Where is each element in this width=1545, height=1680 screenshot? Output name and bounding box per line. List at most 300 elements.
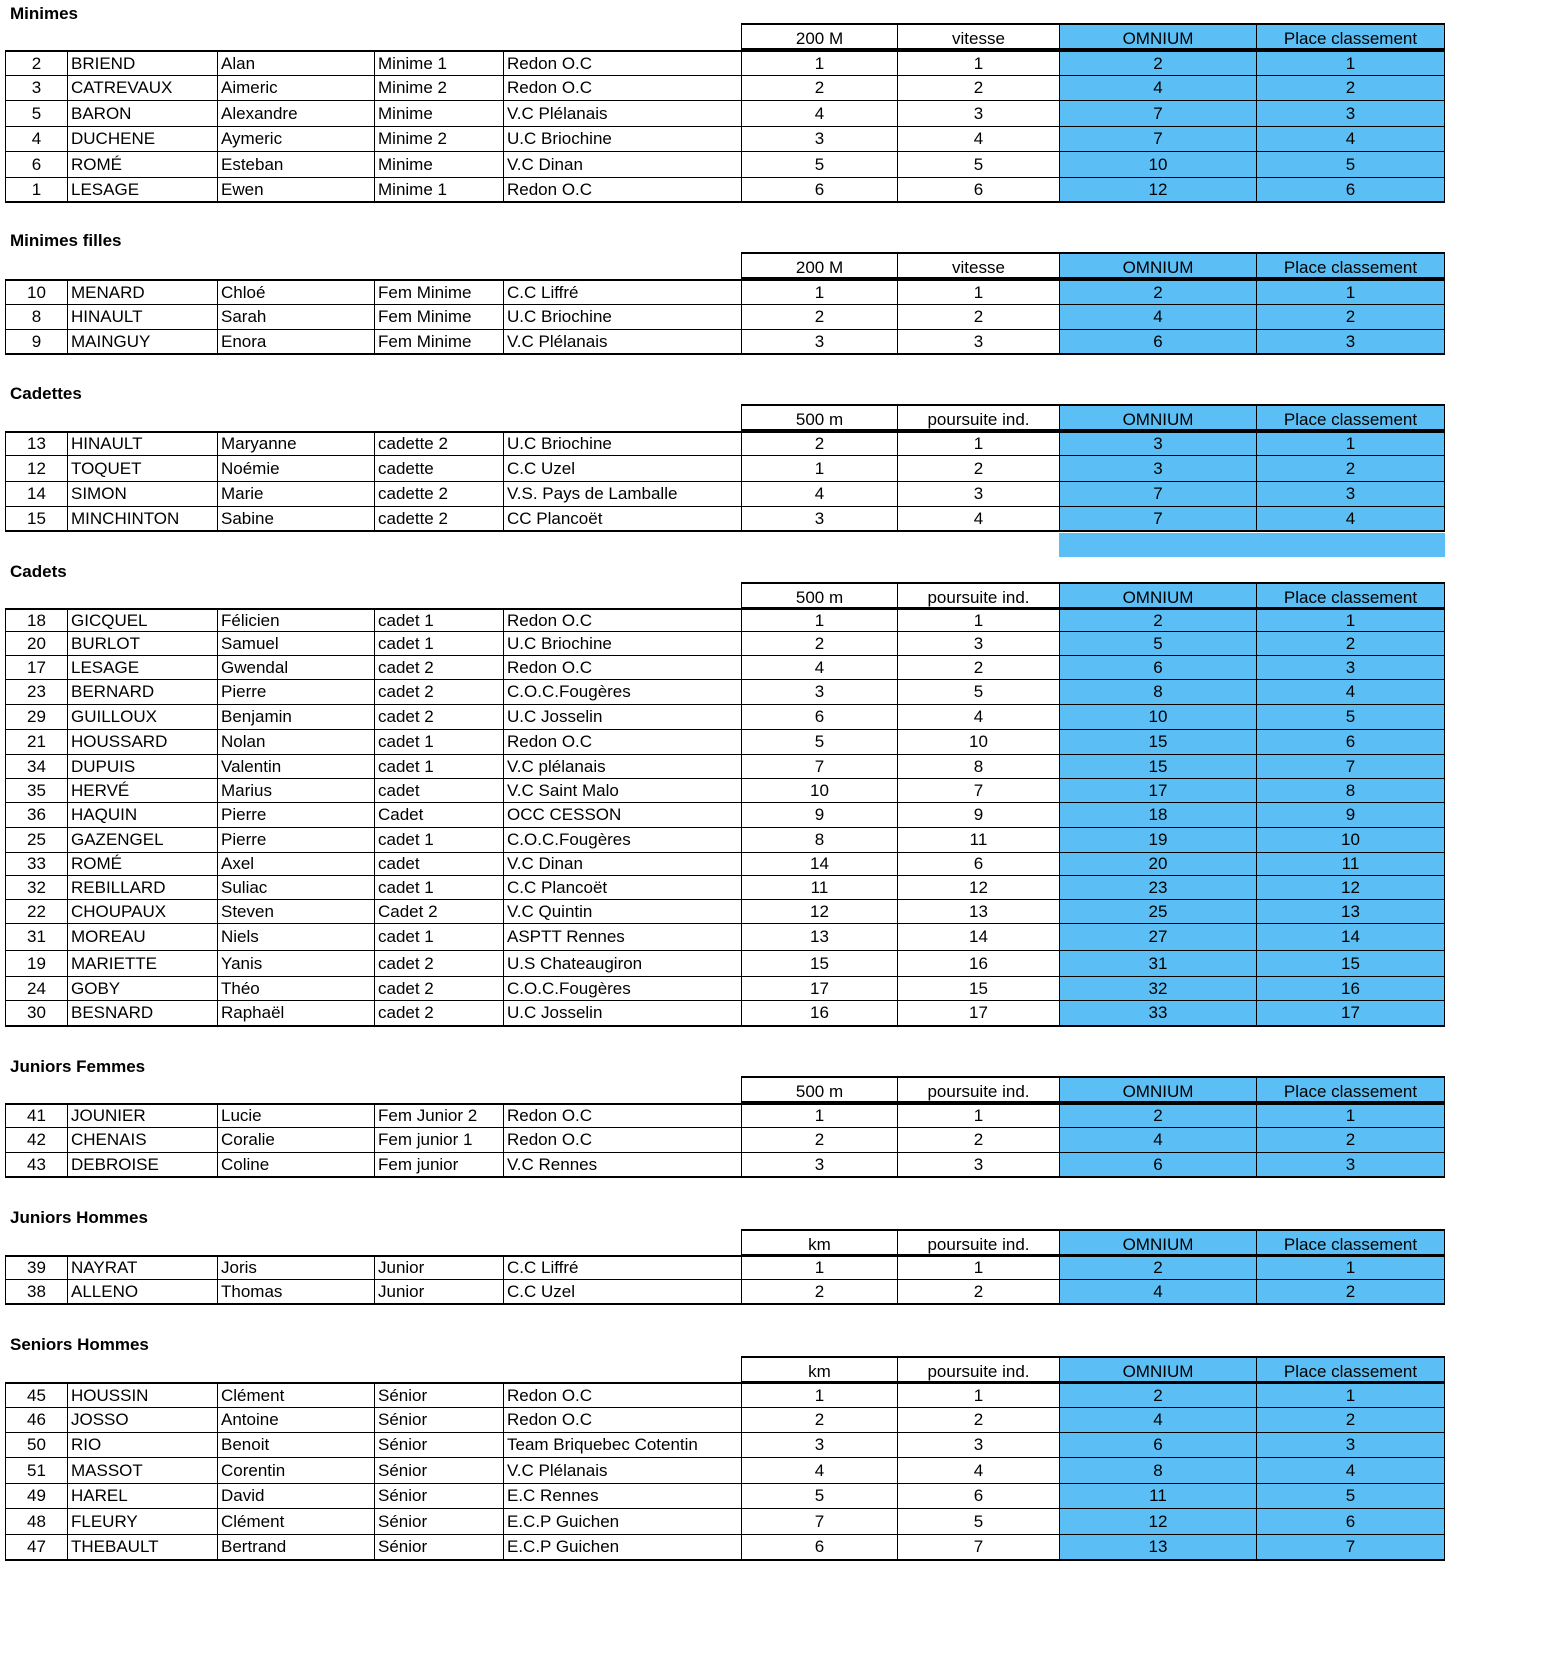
omnium-cell: 4 <box>1059 1408 1256 1433</box>
firstname-cell: Lucie <box>217 1103 374 1128</box>
category-cell: cadette 2 <box>374 482 503 507</box>
event1-cell: 6 <box>741 1535 897 1561</box>
omnium-cell: 23 <box>1059 876 1256 900</box>
table-row <box>5 1153 1545 1178</box>
club-cell: C.C Uzel <box>503 456 741 482</box>
column-header: OMNIUM <box>1059 404 1256 431</box>
place-cell: 2 <box>1256 1280 1445 1305</box>
place-cell: 4 <box>1256 507 1445 532</box>
category-cell: cadet 1 <box>374 924 503 951</box>
category-cell: cadet 2 <box>374 951 503 977</box>
omnium-cell: 20 <box>1059 853 1256 876</box>
column-header: OMNIUM <box>1059 252 1256 279</box>
event1-cell: 3 <box>741 507 897 532</box>
category-cell: cadet <box>374 779 503 803</box>
table-row <box>5 330 1545 355</box>
section-title: Juniors Hommes <box>10 1208 148 1227</box>
event2-cell: 6 <box>897 178 1059 203</box>
place-cell: 6 <box>1256 730 1445 755</box>
lastname-cell: REBILLARD <box>67 876 217 900</box>
table-row <box>5 101 1545 127</box>
omnium-cell: 6 <box>1059 1433 1256 1458</box>
place-cell: 3 <box>1256 1433 1445 1458</box>
lastname-cell: GUILLOUX <box>67 705 217 730</box>
bib-cell: 5 <box>5 101 67 127</box>
firstname-cell: Nolan <box>217 730 374 755</box>
lastname-cell: MENARD <box>67 279 217 305</box>
category-cell: Fem junior <box>374 1153 503 1178</box>
category-cell: Cadet 2 <box>374 900 503 924</box>
omnium-cell: 25 <box>1059 900 1256 924</box>
table-row <box>5 178 1545 203</box>
category-cell: Minime 2 <box>374 127 503 152</box>
firstname-cell: Esteban <box>217 152 374 178</box>
event2-cell: 5 <box>897 152 1059 178</box>
category-cell: Minime <box>374 152 503 178</box>
table-row <box>5 1128 1545 1153</box>
lastname-cell: ROMÉ <box>67 152 217 178</box>
omnium-cell: 8 <box>1059 1458 1256 1484</box>
event2-cell: 16 <box>897 951 1059 977</box>
table-row <box>5 127 1545 152</box>
lastname-cell: DUCHENE <box>67 127 217 152</box>
bib-cell: 39 <box>5 1255 67 1280</box>
omnium-cell: 7 <box>1059 482 1256 507</box>
club-cell: Redon O.C <box>503 1128 741 1153</box>
event2-cell: 1 <box>897 1103 1059 1128</box>
place-cell: 13 <box>1256 900 1445 924</box>
bib-cell: 46 <box>5 1408 67 1433</box>
omnium-cell: 4 <box>1059 76 1256 101</box>
category-cell: Sénior <box>374 1433 503 1458</box>
lastname-cell: CATREVAUX <box>67 76 217 101</box>
event1-cell: 6 <box>741 705 897 730</box>
place-cell: 1 <box>1256 431 1445 456</box>
lastname-cell: CHOUPAUX <box>67 900 217 924</box>
lastname-cell: THEBAULT <box>67 1535 217 1561</box>
event1-cell: 1 <box>741 50 897 76</box>
bib-cell: 23 <box>5 680 67 705</box>
event2-cell: 6 <box>897 1484 1059 1509</box>
firstname-cell: Enora <box>217 330 374 355</box>
event2-cell: 1 <box>897 1382 1059 1408</box>
category-cell: cadet 1 <box>374 876 503 900</box>
section-title: Juniors Femmes <box>10 1057 146 1076</box>
column-header: OMNIUM <box>1059 582 1256 609</box>
event1-cell: 3 <box>741 330 897 355</box>
bib-cell: 36 <box>5 803 67 828</box>
firstname-cell: Félicien <box>217 608 374 632</box>
firstname-cell: Samuel <box>217 632 374 656</box>
omnium-cell: 32 <box>1059 977 1256 1001</box>
event2-cell: 15 <box>897 977 1059 1001</box>
category-cell: cadette 2 <box>374 507 503 532</box>
lastname-cell: GAZENGEL <box>67 828 217 853</box>
column-header: vitesse <box>897 252 1059 279</box>
firstname-cell: Gwendal <box>217 656 374 680</box>
omnium-cell: 5 <box>1059 632 1256 656</box>
club-cell: V.C Plélanais <box>503 101 741 127</box>
lastname-cell: GOBY <box>67 977 217 1001</box>
club-cell: V.C Saint Malo <box>503 779 741 803</box>
category-cell: Sénior <box>374 1535 503 1561</box>
bib-cell: 38 <box>5 1280 67 1305</box>
table-row <box>5 1103 1545 1128</box>
omnium-cell: 7 <box>1059 507 1256 532</box>
place-cell: 7 <box>1256 755 1445 779</box>
category-cell: Fem Minime <box>374 279 503 305</box>
bib-cell: 19 <box>5 951 67 977</box>
category-cell: Minime 2 <box>374 76 503 101</box>
event2-cell: 13 <box>897 900 1059 924</box>
event1-cell: 16 <box>741 1001 897 1027</box>
event2-cell: 12 <box>897 876 1059 900</box>
club-cell: Redon O.C <box>503 50 741 76</box>
lastname-cell: HERVÉ <box>67 779 217 803</box>
bib-cell: 18 <box>5 608 67 632</box>
club-cell: OCC CESSON <box>503 803 741 828</box>
table-row <box>5 977 1545 1001</box>
omnium-cell: 11 <box>1059 1484 1256 1509</box>
club-cell: Redon O.C <box>503 730 741 755</box>
place-cell: 4 <box>1256 680 1445 705</box>
place-cell: 15 <box>1256 951 1445 977</box>
place-cell: 1 <box>1256 1255 1445 1280</box>
table-row <box>5 1408 1545 1433</box>
event1-cell: 2 <box>741 1408 897 1433</box>
lastname-cell: HINAULT <box>67 431 217 456</box>
firstname-cell: Théo <box>217 977 374 1001</box>
bib-cell: 14 <box>5 482 67 507</box>
column-header: poursuite ind. <box>897 1356 1059 1383</box>
omnium-cell: 15 <box>1059 755 1256 779</box>
event1-cell: 3 <box>741 1433 897 1458</box>
firstname-cell: Alexandre <box>217 101 374 127</box>
club-cell: U.S Chateaugiron <box>503 951 741 977</box>
event2-cell: 1 <box>897 431 1059 456</box>
bib-cell: 48 <box>5 1509 67 1535</box>
place-cell: 6 <box>1256 1509 1445 1535</box>
category-cell: Fem Minime <box>374 305 503 330</box>
event1-cell: 13 <box>741 924 897 951</box>
place-cell: 1 <box>1256 50 1445 76</box>
place-cell: 9 <box>1256 803 1445 828</box>
firstname-cell: Ewen <box>217 178 374 203</box>
event2-cell: 1 <box>897 1255 1059 1280</box>
event2-cell: 9 <box>897 803 1059 828</box>
bib-cell: 6 <box>5 152 67 178</box>
bib-cell: 50 <box>5 1433 67 1458</box>
event2-cell: 1 <box>897 608 1059 632</box>
table-row <box>5 152 1545 178</box>
bib-cell: 8 <box>5 305 67 330</box>
column-header: poursuite ind. <box>897 582 1059 609</box>
event2-cell: 2 <box>897 76 1059 101</box>
bib-cell: 10 <box>5 279 67 305</box>
lastname-cell: BERNARD <box>67 680 217 705</box>
event1-cell: 7 <box>741 755 897 779</box>
column-header: OMNIUM <box>1059 1229 1256 1256</box>
firstname-cell: Coralie <box>217 1128 374 1153</box>
place-cell: 6 <box>1256 178 1445 203</box>
category-cell: Sénior <box>374 1408 503 1433</box>
table-row <box>5 76 1545 101</box>
category-cell: cadet 2 <box>374 1001 503 1027</box>
column-header: OMNIUM <box>1059 1076 1256 1103</box>
event2-cell: 3 <box>897 482 1059 507</box>
lastname-cell: RIO <box>67 1433 217 1458</box>
club-cell: Redon O.C <box>503 1103 741 1128</box>
event1-cell: 4 <box>741 101 897 127</box>
column-header: poursuite ind. <box>897 1229 1059 1256</box>
lastname-cell: LESAGE <box>67 656 217 680</box>
event1-cell: 4 <box>741 1458 897 1484</box>
firstname-cell: Pierre <box>217 680 374 705</box>
bib-cell: 4 <box>5 127 67 152</box>
club-cell: C.O.C.Fougères <box>503 680 741 705</box>
event2-cell: 8 <box>897 755 1059 779</box>
lastname-cell: HINAULT <box>67 305 217 330</box>
lastname-cell: HAREL <box>67 1484 217 1509</box>
firstname-cell: Sarah <box>217 305 374 330</box>
table-row <box>5 482 1545 507</box>
club-cell: V.C plélanais <box>503 755 741 779</box>
omnium-cell: 6 <box>1059 1153 1256 1178</box>
lastname-cell: HAQUIN <box>67 803 217 828</box>
bib-cell: 2 <box>5 50 67 76</box>
event1-cell: 15 <box>741 951 897 977</box>
column-header: km <box>741 1356 897 1383</box>
bib-cell: 1 <box>5 178 67 203</box>
event2-cell: 4 <box>897 705 1059 730</box>
club-cell: E.C Rennes <box>503 1484 741 1509</box>
event1-cell: 5 <box>741 152 897 178</box>
lastname-cell: BRIEND <box>67 50 217 76</box>
firstname-cell: Pierre <box>217 803 374 828</box>
column-header: 500 m <box>741 404 897 431</box>
firstname-cell: Corentin <box>217 1458 374 1484</box>
category-cell: Junior <box>374 1255 503 1280</box>
omnium-cell: 19 <box>1059 828 1256 853</box>
table-row <box>5 803 1545 828</box>
event2-cell: 2 <box>897 456 1059 482</box>
place-cell: 2 <box>1256 632 1445 656</box>
firstname-cell: Noémie <box>217 456 374 482</box>
bib-cell: 21 <box>5 730 67 755</box>
event2-cell: 3 <box>897 632 1059 656</box>
category-cell: cadet 2 <box>374 705 503 730</box>
place-cell: 5 <box>1256 152 1445 178</box>
event1-cell: 12 <box>741 900 897 924</box>
place-cell: 17 <box>1256 1001 1445 1027</box>
club-cell: V.S. Pays de Lamballe <box>503 482 741 507</box>
place-cell: 1 <box>1256 279 1445 305</box>
club-cell: V.C Plélanais <box>503 330 741 355</box>
event1-cell: 9 <box>741 803 897 828</box>
lastname-cell: HOUSSIN <box>67 1382 217 1408</box>
place-cell: 2 <box>1256 76 1445 101</box>
omnium-cell: 31 <box>1059 951 1256 977</box>
firstname-cell: Yanis <box>217 951 374 977</box>
firstname-cell: Steven <box>217 900 374 924</box>
club-cell: C.C Uzel <box>503 1280 741 1305</box>
event1-cell: 3 <box>741 1153 897 1178</box>
category-cell: Sénior <box>374 1382 503 1408</box>
lastname-cell: MOREAU <box>67 924 217 951</box>
omnium-cell: 13 <box>1059 1535 1256 1561</box>
table-row <box>5 705 1545 730</box>
event2-cell: 4 <box>897 507 1059 532</box>
omnium-cell: 12 <box>1059 1509 1256 1535</box>
event2-cell: 4 <box>897 1458 1059 1484</box>
category-cell: Minime <box>374 101 503 127</box>
firstname-cell: Aimeric <box>217 76 374 101</box>
category-cell: cadet 1 <box>374 730 503 755</box>
lastname-cell: JOUNIER <box>67 1103 217 1128</box>
firstname-cell: Coline <box>217 1153 374 1178</box>
event1-cell: 2 <box>741 76 897 101</box>
table-row <box>5 951 1545 977</box>
bib-cell: 51 <box>5 1458 67 1484</box>
place-cell: 2 <box>1256 456 1445 482</box>
firstname-cell: Benjamin <box>217 705 374 730</box>
place-cell: 4 <box>1256 127 1445 152</box>
table-row <box>5 1255 1545 1280</box>
event1-cell: 1 <box>741 608 897 632</box>
club-cell: Redon O.C <box>503 1382 741 1408</box>
table-row <box>5 507 1545 532</box>
omnium-cell: 2 <box>1059 608 1256 632</box>
bib-cell: 45 <box>5 1382 67 1408</box>
omnium-cell: 7 <box>1059 101 1256 127</box>
category-cell: cadet 1 <box>374 608 503 632</box>
bib-cell: 22 <box>5 900 67 924</box>
omnium-cell: 27 <box>1059 924 1256 951</box>
omnium-cell: 7 <box>1059 127 1256 152</box>
category-cell: Minime 1 <box>374 50 503 76</box>
firstname-cell: Axel <box>217 853 374 876</box>
club-cell: U.C Briochine <box>503 431 741 456</box>
event2-cell: 2 <box>897 1128 1059 1153</box>
omnium-cell: 3 <box>1059 456 1256 482</box>
club-cell: V.C Dinan <box>503 853 741 876</box>
firstname-cell: Clément <box>217 1382 374 1408</box>
club-cell: C.O.C.Fougères <box>503 828 741 853</box>
club-cell: V.C Rennes <box>503 1153 741 1178</box>
category-cell: cadette <box>374 456 503 482</box>
table-row <box>5 730 1545 755</box>
bib-cell: 32 <box>5 876 67 900</box>
lastname-cell: ROMÉ <box>67 853 217 876</box>
firstname-cell: Suliac <box>217 876 374 900</box>
event2-cell: 14 <box>897 924 1059 951</box>
lastname-cell: HOUSSARD <box>67 730 217 755</box>
firstname-cell: Marie <box>217 482 374 507</box>
event1-cell: 2 <box>741 1280 897 1305</box>
place-cell: 3 <box>1256 1153 1445 1178</box>
event2-cell: 7 <box>897 779 1059 803</box>
club-cell: V.C Dinan <box>503 152 741 178</box>
section-title: Seniors Hommes <box>10 1335 149 1354</box>
highlight-strip <box>1059 533 1445 557</box>
club-cell: U.C Briochine <box>503 632 741 656</box>
event2-cell: 3 <box>897 1153 1059 1178</box>
column-header: 200 M <box>741 23 897 50</box>
firstname-cell: Antoine <box>217 1408 374 1433</box>
table-row <box>5 632 1545 656</box>
event1-cell: 6 <box>741 178 897 203</box>
column-header: 200 M <box>741 252 897 279</box>
event2-cell: 2 <box>897 1408 1059 1433</box>
category-cell: cadet 2 <box>374 656 503 680</box>
club-cell: Redon O.C <box>503 608 741 632</box>
column-header: km <box>741 1229 897 1256</box>
event2-cell: 10 <box>897 730 1059 755</box>
column-header: Place classement <box>1256 252 1445 279</box>
place-cell: 4 <box>1256 1458 1445 1484</box>
event2-cell: 2 <box>897 656 1059 680</box>
lastname-cell: BURLOT <box>67 632 217 656</box>
table-row <box>5 1382 1545 1408</box>
firstname-cell: Thomas <box>217 1280 374 1305</box>
lastname-cell: DEBROISE <box>67 1153 217 1178</box>
club-cell: V.C Plélanais <box>503 1458 741 1484</box>
section-title: Minimes <box>10 4 79 23</box>
lastname-cell: MASSOT <box>67 1458 217 1484</box>
firstname-cell: Sabine <box>217 507 374 532</box>
section-title: Minimes filles <box>10 231 122 250</box>
lastname-cell: ALLENO <box>67 1280 217 1305</box>
lastname-cell: BARON <box>67 101 217 127</box>
event1-cell: 10 <box>741 779 897 803</box>
club-cell: C.O.C.Fougères <box>503 977 741 1001</box>
place-cell: 2 <box>1256 305 1445 330</box>
event2-cell: 2 <box>897 305 1059 330</box>
event2-cell: 6 <box>897 853 1059 876</box>
club-cell: CC Plancoët <box>503 507 741 532</box>
table-row <box>5 876 1545 900</box>
event2-cell: 17 <box>897 1001 1059 1027</box>
bib-cell: 43 <box>5 1153 67 1178</box>
firstname-cell: Raphaël <box>217 1001 374 1027</box>
category-cell: cadette 2 <box>374 431 503 456</box>
column-header: 500 m <box>741 1076 897 1103</box>
category-cell: Sénior <box>374 1484 503 1509</box>
column-header: Place classement <box>1256 1076 1445 1103</box>
column-header: OMNIUM <box>1059 23 1256 50</box>
omnium-cell: 4 <box>1059 1128 1256 1153</box>
omnium-cell: 10 <box>1059 152 1256 178</box>
bib-cell: 49 <box>5 1484 67 1509</box>
omnium-cell: 2 <box>1059 279 1256 305</box>
firstname-cell: Alan <box>217 50 374 76</box>
category-cell: cadet 1 <box>374 755 503 779</box>
event2-cell: 4 <box>897 127 1059 152</box>
event1-cell: 3 <box>741 680 897 705</box>
club-cell: C.C Liffré <box>503 1255 741 1280</box>
omnium-cell: 6 <box>1059 656 1256 680</box>
club-cell: Redon O.C <box>503 656 741 680</box>
bib-cell: 31 <box>5 924 67 951</box>
table-row <box>5 755 1545 779</box>
firstname-cell: Pierre <box>217 828 374 853</box>
column-header: poursuite ind. <box>897 1076 1059 1103</box>
omnium-cell: 4 <box>1059 1280 1256 1305</box>
bib-cell: 34 <box>5 755 67 779</box>
lastname-cell: CHENAIS <box>67 1128 217 1153</box>
category-cell: Sénior <box>374 1458 503 1484</box>
bib-cell: 30 <box>5 1001 67 1027</box>
